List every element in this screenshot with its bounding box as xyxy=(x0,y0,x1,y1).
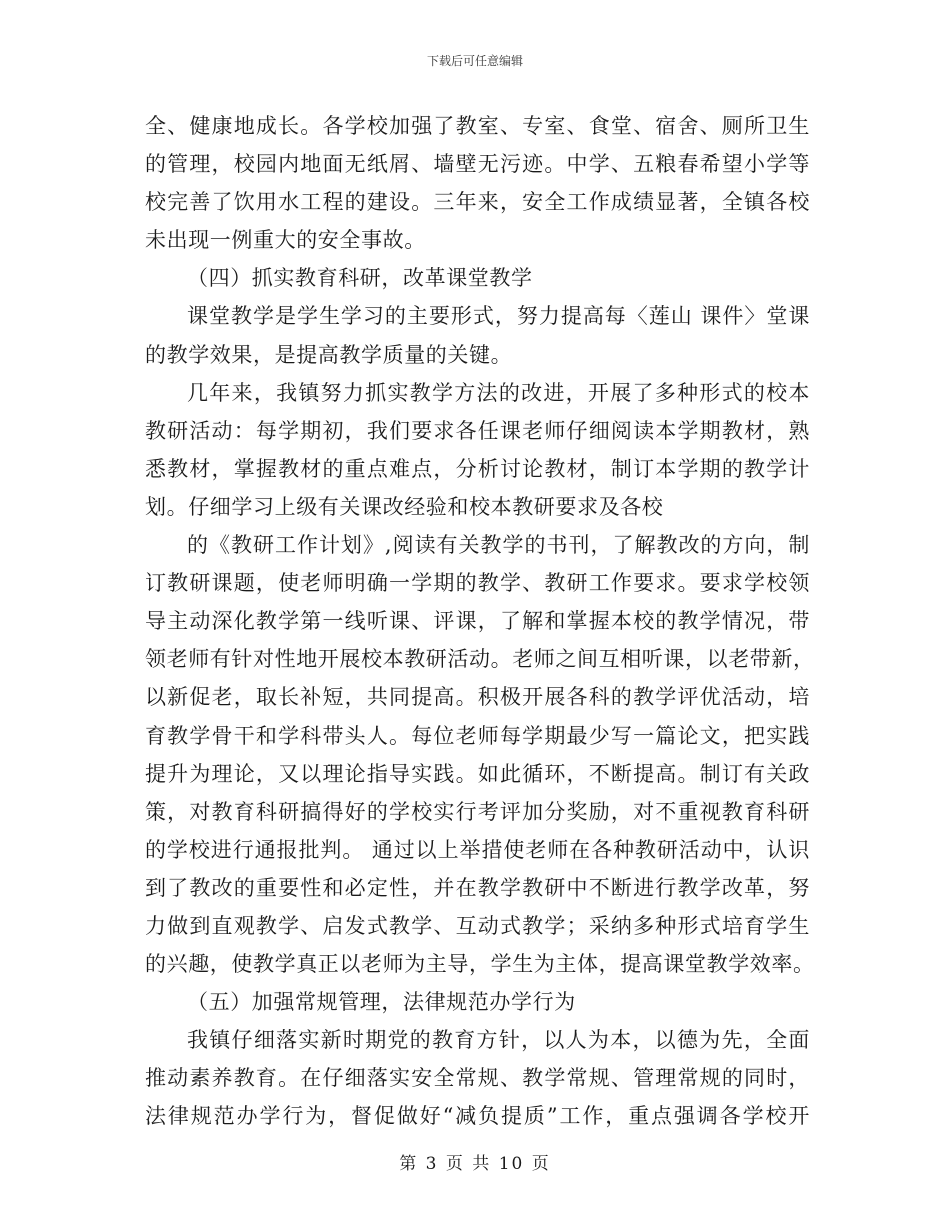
paragraph-first-line: 课堂教学是学生学习的主要形式，努力提高每〈莲山 课件〉堂课 xyxy=(187,304,810,329)
page-header: 下载后可任意编辑 xyxy=(426,54,523,68)
body-line: 未出现一例重大的安全事故。 xyxy=(145,228,426,253)
body-line: 法律规范办学行为，督促做好“减负提质”工作，重点强调各学校开 xyxy=(145,1104,810,1129)
body-line: 到了教改的重要性和必定性，并在教学教研中不断进行教学改革，努 xyxy=(145,875,810,900)
section-heading: （五）加强常规管理，法律规范办学行为 xyxy=(187,990,576,1015)
body-line: 的学校进行通报批判。 通过以上举措使老师在各种教研活动中，认识 xyxy=(145,837,810,862)
body-line: 导主动深化教学第一线听课、评课，了解和掌握本校的教学情况，带 xyxy=(145,609,810,634)
body-line: 推动素养教育。在仔细落实安全常规、教学常规、管理常规的同时， xyxy=(145,1066,810,1091)
body-line: 的兴趣，使教学真正以老师为主导，学生为主体，提高课堂教学效率。 xyxy=(145,952,815,977)
paragraph-first-line: 几年来，我镇努力抓实教学方法的改进，开展了多种形式的校本 xyxy=(187,380,810,405)
paragraph-first-line: 我镇仔细落实新时期党的教育方针，以人为本，以德为先，全面 xyxy=(187,1028,810,1053)
body-line: 的管理，校园内地面无纸屑、墙壁无污迹。中学、五粮春希望小学等 xyxy=(145,152,810,177)
document-body xyxy=(145,107,815,1136)
body-line: 订教研课题，使老师明确一学期的教学、教研工作要求。要求学校领 xyxy=(145,571,810,596)
body-line: 全、健康地成长。各学校加强了教室、专室、食堂、宿舍、厕所卫生 xyxy=(145,114,810,138)
section-heading: （四）抓实教育科研，改革课堂教学 xyxy=(187,266,533,291)
body-line: 领老师有针对性地开展校本教研活动。老师之间互相听课，以老带新， xyxy=(145,647,815,672)
body-line: 策，对教育科研搞得好的学校实行考评加分奖励，对不重视教育科研 xyxy=(145,799,810,824)
body-line: 教研活动：每学期初，我们要求各任课老师仔细阅读本学期教材，熟 xyxy=(145,418,810,443)
body-line: 提升为理论，又以理论指导实践。如此循环，不断提高。制订有关政 xyxy=(145,761,810,786)
body-line: 校完善了饮用水工程的建设。三年来，安全工作成绩显著，全镇各校 xyxy=(145,190,810,215)
paragraph-first-line: 的《教研工作计划》,阅读有关教学的书刊，了解教改的方向，制 xyxy=(187,533,810,558)
body-line: 划。仔细学习上级有关课改经验和校本教研要求及各校 xyxy=(145,494,664,519)
body-line: 育教学骨干和学科带头人。每位老师每学期最少写一篇论文，把实践 xyxy=(145,723,810,748)
page-number-footer: 第 3 页 共 10 页 xyxy=(399,1154,551,1174)
body-line: 以新促老，取长补短，共同提高。积极开展各科的教学评优活动，培 xyxy=(145,685,810,710)
body-line: 的教学效果，是提高教学质量的关键。 xyxy=(145,342,513,367)
body-line: 力做到直观教学、启发式教学、互动式教学；采纳多种形式培育学生 xyxy=(145,913,810,938)
body-line: 悉教材，掌握教材的重点难点，分析讨论教材，制订本学期的教学计 xyxy=(145,456,810,481)
